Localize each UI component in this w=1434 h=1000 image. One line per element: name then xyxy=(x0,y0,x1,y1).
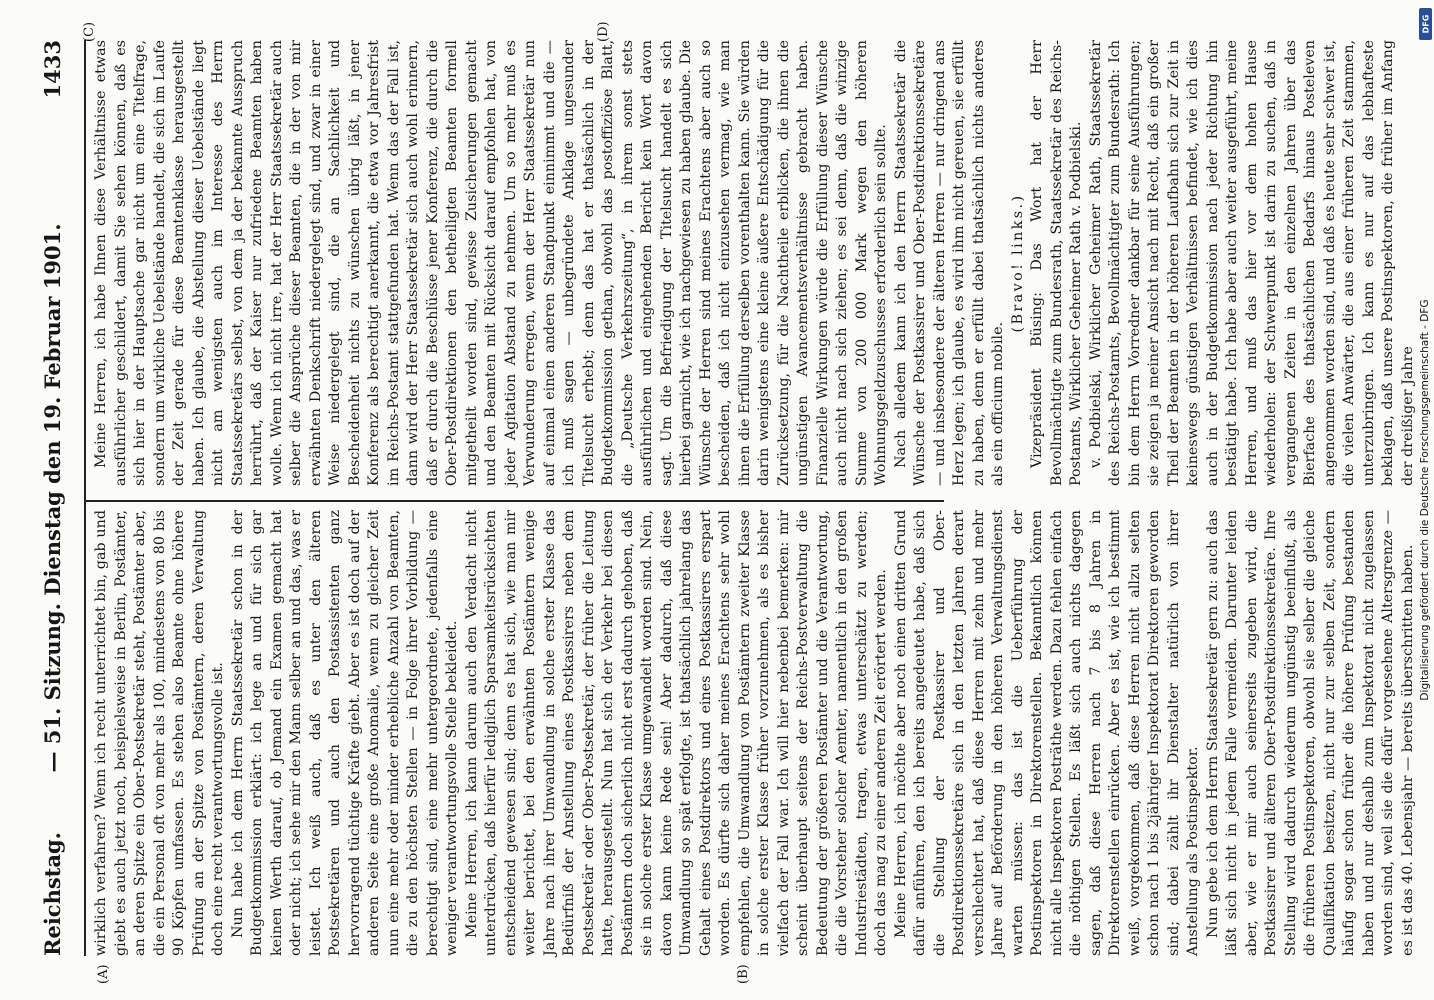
dfg-logo-text: DFG xyxy=(1421,14,1430,34)
margin-marker-a: (A) xyxy=(96,964,111,984)
margin-marker-c: (C) xyxy=(82,21,97,42)
right-column xyxy=(92,40,1418,486)
dfg-logo xyxy=(1419,8,1432,40)
left-column xyxy=(92,510,1418,956)
applause-note: (Bravo! links.) xyxy=(1009,193,1026,333)
column-divider xyxy=(84,500,944,502)
header-center: — 51. Sitzung. Dienstag den 19. Februar 1901. xyxy=(40,223,65,773)
margin-marker-b: (B) xyxy=(736,964,751,984)
paragraph: Meine Herren, ich kann darum auch den Verdacht nicht unterdrücken, daß hierfür lediglich Sparsamkeitsrücksichten entscheidend gewesen sind; denn es hat sich, wie man mir weiter berichtet, bei den erwähnten Postämtern wenige Jahre nach ihrer Umwandlung in solche erster Klasse das Bedürfniß der Anstellung eines Postkassirers neben dem Postsekretär oder Ober-Postsekretär, der früher die Leitung hatte, herausgestellt. Nun hat sich der Verkehr bei diesen Postämtern doch sicherlich nicht erst dadurch gehoben, daß sie in solche erster Klasse umgewandelt worden sind. Nein, davon kann keine Rede sein! Aber dadurch, daß diese Umwandlung so spät erfolgte, ist thatsächlich jahrelang das Gehalt eines Postdirektors und eines Postkassirers erspart worden. Es dürfte sich daher meines Erachtens sehr wohl empfehlen, die Umwandlung von Postämtern zweiter Klasse in solche erster Klasse früher vorzunehmen, als es bisher vielfach der Fall war. Ich will hier nebenbei bemerken: mir scheint überhaupt seitens der Reichs-Postverwaltung die Bedeutung der größeren Postämter und die Verantwortung, die die Vorsteher solcher Aemter, namentlich in den großen Industriestädten, tragen, etwas unterschätzt zu werden; doch das mag zu einer anderen Zeit erörtert werden. xyxy=(463,510,889,956)
paragraph: Meine Herren, ich möchte aber noch einen dritten Grund dafür anführen, den ich bereits angedeutet habe, daß sich die Stellung der Postkassirer und Ober-Postdirektionssekretäre sich in den letzten Jahren derart verschlechtert hat, daß diese Herren mit zehn und mehr Jahre auf Beförderung in den höheren Verwaltungsdienst warten müssen: das ist die Ueberführung der Postinspektoren in Direktorenstellen. Bekanntlich können nicht alle Inspektoren Posträthe werden. Dazu fehlen einfach die nöthigen Stellen. Es läßt sich auch nichts dagegen sagen, daß diese Herren nach 7 bis 8 Jahren in Direktorenstellen einrücken. Aber es ist, wie ich bestimmt weiß, vorgekommen, daß diese Herren nicht allzu selten schon nach 1 bis 2jähriger Inspektorat Direktoren geworden sind; dabei zählt ihr Dienstalter natürlich von ihrer Anstellung als Postinspektor. xyxy=(892,510,1201,956)
page-header xyxy=(40,40,72,956)
paragraph: Meine Herren, ich habe Ihnen diese Verhältnisse etwas ausführlicher geschildert, damit Sie sehen können, daß es sich hier in der Hauptsache gar nicht um eine Titelfrage, sondern um wirkliche Uebelstände handelt, die sich im Laufe der Zeit gerade für diese Beamtenklasse herausgestellt haben. Ich glaube, die Abstellung dieser Uebelstände liegt nicht am wenigsten auch im Interesse des Herrn Staatssekretärs selbst, von dem ja der bekannte Ausspruch herrührt, daß der Kaiser nur zufriedene Beamten haben wolle. Wenn ich nicht irre, hat der Herr Staatssekretär auch selber die Ansprüche dieser Beamten, die in der von mir erwähnten Denkschrift niedergelegt sind, und zwar in einer Weise niedergelegt sind, die an Sachlichkeit und Bescheidenheit nichts zu wünschen übrig läßt, in jener Konferenz als berechtigt anerkannt, die etwa vor Jahresfrist im Reichs-Postamt stattgefunden hat. Wenn das der Fall ist, dann wird der Herr Staatssekretär sich auch wohl erinnern, daß er durch die Beschlüsse jener Konferenz, die durch die Ober-Postdirektionen den betheiligten Beamten formell mitgetheilt worden sind, gewisse Zusicherungen gemacht und den Beamten mit Rücksicht darauf empfohlen hat, von jeder Agitation Abstand zu nehmen. Um so mehr muß es Verwunderung erregen, wenn der Herr Staatssekretär nun auf einmal einen anderen Standpunkt einnimmt und die — ich muß sagen — unbegründete Anklage ungesunder Titelsucht erhebt; denn das hat er thatsächlich in der Budgetkommission gethan, obwohl das postoffiziöse Blatt, die „Deutsche Verkehrszeitung“, in ihrem sonst stets ausführlichen und eingehenden Bericht kein Wort davon sagt. Um die Befriedigung der Titelsucht handelt es sich hierbei garnicht, wie ich nachgewiesen zu haben glaube. Die Wünsche der Herren sind meines Erachtens aber auch so bescheiden, daß ich nicht einzusehen vermag, wie man ihnen die Erfüllung derselben vorenthalten kann. Sie würden darin wenigstens eine kleine äußere Entschädigung für die Zurücksetzung, für die Nachtheile erblicken, die ihnen die ungünstigen Avancementsverhältnisse gebracht haben. Finanzielle Wirkungen würde die Erfüllung dieser Wünsche auch nicht nach sich ziehen; es sei denn, daß die winzige Summe von 200 000 Mark wegen den höheren Wohnungsgeldzuschusses erforderlich sein sollte. xyxy=(93,39,889,486)
margin-marker-d: (D) xyxy=(596,21,611,42)
paragraph: Nun gebe ich dem Herrn Staatssekretär gern zu: auch das läßt sich nicht in jedem Falle vermeiden. Darunter leiden aber, wie er mir auch seinerseits zugeben wird, die Postkassirer und älteren Ober-Postdirektionssekretäre. Ihre Stellung wird dadurch wiederum ungünstig beeinflußt, als die früheren Postinspektoren, obwohl sie selber die gleiche Qualifikation besitzen, nicht nur zur selben Zeit, sondern häufig sogar schon früher die höhere Prüfung bestanden haben und nur deshalb zum Inspektorat nicht zugelassen worden sind, weil sie die dafür vorgesehene Altersgrenze — es ist das 40. Lebensjahr — bereits überschritten haben. xyxy=(1204,510,1416,956)
credit-text: Digitalisierung gefördert durch die Deutsche Forschungsgemeinschaft - DFG xyxy=(1419,299,1431,701)
paragraph-speaker-intro: Vizepräsident Büsing: Das Wort hat der Herr Bevollmächtigte zum Bundesrath, Staatssekretär des Reichs-Postamts, Wirklicher Geheimer Rath v. Podbielski. xyxy=(1029,40,1084,486)
paragraph-speech: v. Podbielski, Wirklicher Geheimer Rath, Staatssekretär des Reichs-Postamts, Bevollmächtigter zum Bundesrath: Ich bin dem Herrn Vorredner dankbar für seine Ausführungen; sie zeigen ja meiner Ansicht nach mit Recht, daß ein großer Theil der Beamten in der höheren Laufbahn sich zur Zeit in keineswegs günstigen Verhältnissen befindet, wie ich dies auch in der Budgetkommission nach jeder Richtung hin bestätigt habe. Ich habe aber auch weiter ausgeführt, meine Herren, und muß das hier vor dem hohen Hause wiederholen: der Schwerpunkt ist darin zu suchen, daß in vergangenen Zeiten in den einzelnen Jahren über das Bierfache des thatsächlichen Bedarfs hinaus Posteleven angenommen worden sind, und daß es heute sehr schwer ist, die vielen Anwärter, die aus einer früheren Zeit stammen, unterzubringen. Ich kann es nur auf das lebhafteste beklagen, daß unsere Postinspektoren, die früher im Anfang der dreißiger Jahre xyxy=(1087,40,1416,486)
header-left: Reichstag. xyxy=(40,832,65,956)
paragraph: Nun habe ich dem Herrn Staatssekretär schon in der Budgetkommission erklärt: ich lege an und für sich gar keinen Werth darauf, ob Jemand ein Examen gemacht hat oder nicht; ich sehe mir den Mann selber an und das, was er leistet. Ich weiß auch, daß es unter den älteren Postsekretären und auch den Postassistenten ganz hervorragend tüchtige Kräfte giebt. Aber es ist doch auf der anderen Seite eine große Anomalie, wenn zu gleicher Zeit nun eine mehr oder minder erhebliche Anzahl von Beamten, die zu den höchsten Stellen — in Folge ihrer Vorbildung — berechtigt sind, eine mehr untergeordnete, jedenfalls eine weniger verantwortungsvolle Stelle bekleidet. xyxy=(229,510,460,956)
digitization-credit xyxy=(1416,0,1434,1000)
page-number: 1433 xyxy=(40,40,65,99)
header-rule xyxy=(84,40,86,956)
paragraph: Nach alledem kann ich den Herrn Staatssekretär die Wünsche der Postkassirer und Ober-Postdirektionssekretäre — und insbesondere der älteren Herren — nur dringend ans Herz legen; ich glaube, es wird ihm nicht gereuen, sie erfüllt zu haben, denn er erfüllt dabei thatsächlich nichts anderes als ein officium nobile. xyxy=(892,40,1006,486)
paragraph: wirklich verfahren? Wenn ich recht unterrichtet bin, gab und giebt es auch jetzt noch, beispielsweise in Berlin, Postämter, an deren Spitze ein Ober-Postsekretär steht, Postämter aber, die ein Personal oft von mehr als 100, mindestens von 80 bis 90 Köpfen umfassen. Es stehen also Beamte ohne höhere Prüfung an der Spitze von Postämtern, deren Verwaltung doch eine recht verantwortungsvolle ist. xyxy=(93,510,226,956)
